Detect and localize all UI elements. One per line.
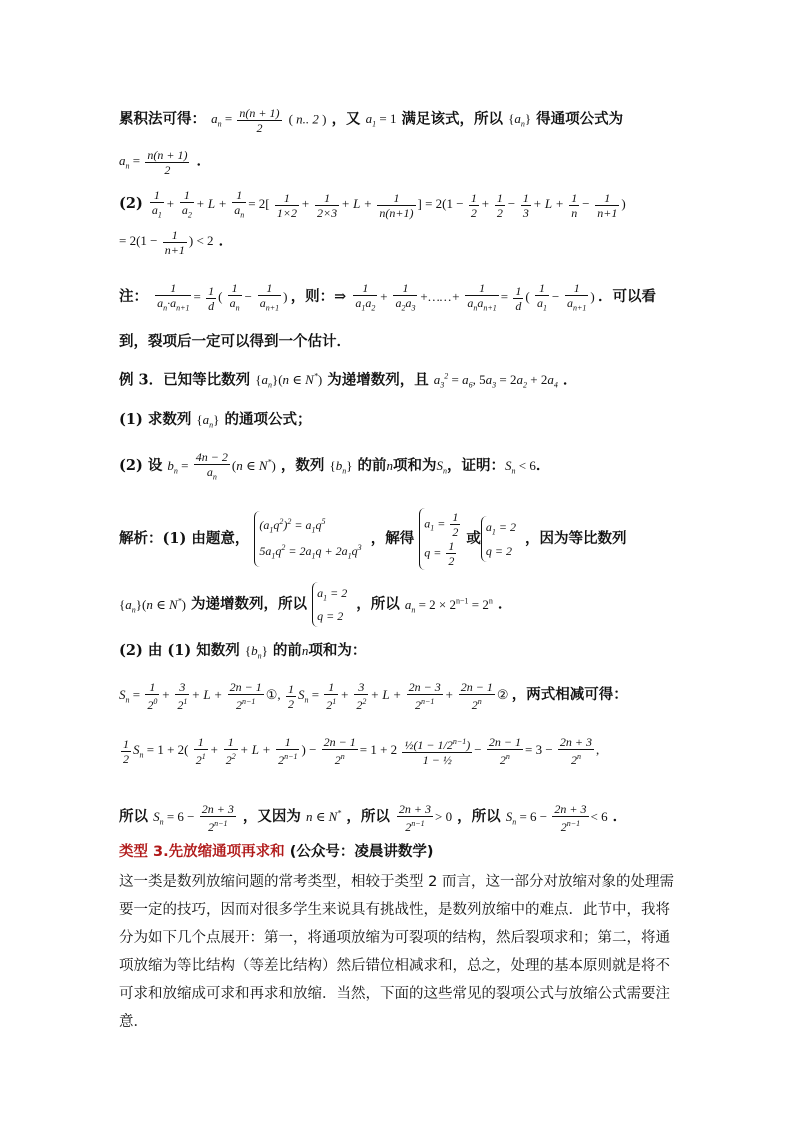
system-given: $(a_1q^2)^2 = a_1q^5$ $5a_1q^2 = 2a_1q + 2a_1q^3$ <box>254 511 365 568</box>
system-solution-b: $a_1 = 2$ q = 2 <box>481 516 520 561</box>
text: ，又因为 <box>242 807 301 825</box>
line-solution-1 <box>119 508 627 570</box>
text: ． <box>218 232 234 250</box>
formula-subtract: $\frac{1}{2}$ $S_n = 1 + 2$( $\frac{1}{2^1}$ + $\frac{1}{2^2}$ + L + $\frac{1}{2^{n-1}}$ ) − $\frac{2n - 1}{2^n}$ = 1 + 2 $\frac{\frac{1}{2}(1 - 1/2^{n-1})}{\text{1 − ½}}$ − $\frac{2n - 1}{2^n}$ = 3 − $\frac{2n + 3}{2^n}$ , <box>123 735 600 767</box>
var-n: n <box>301 643 309 658</box>
formula-an-result: $a_n = 2 \times 2^{n-1} = 2^n$ <box>404 596 493 615</box>
section-credit: (公众号：凌晨讲数学) <box>289 844 434 860</box>
text: ，所以 <box>457 807 501 825</box>
text: 项和为 <box>393 457 437 475</box>
text: 的前 <box>272 642 302 659</box>
text: 注： <box>119 288 148 306</box>
formula-sn-final: $S_n = 6$ − $\frac{2n + 3}{2^{n-1}}$ <box>153 802 234 834</box>
text: (2) 由 (1) 知数列 <box>119 642 240 659</box>
line-note <box>119 281 656 315</box>
text: ，所以 <box>346 807 390 825</box>
formula-seq-b: $\{b_n\}$ <box>244 643 268 661</box>
text: 为递增数列，所以 <box>191 595 308 613</box>
line-accumulate <box>119 106 623 135</box>
formula-sn-2: $\frac{1}{2}$ $S_n$ = $\frac{1}{2^1}$ + $\frac{3}{2^2}$ + L + $\frac{2n - 3}{2^{n-1}}$ + $\frac{2n - 1}{2^n}$ ② <box>287 680 509 712</box>
formula-sum: $\frac{1}{a_1}$ + $\frac{1}{a_2}$ + L + $\frac{1}{a_n}$ = 2[ $\frac{1}{1\times 2}$ + $\frac{1}{2\times 3}$ + L + $\frac{1}{n(n+1)}$ ] = 2(1 − $\frac{1}{2}$ + $\frac{1}{2}$ − $\frac{1}{3}$ + L + $\frac{1}{n}$ − $\frac{1}{n+1}$ ) <box>151 188 626 220</box>
text: ． <box>535 457 551 475</box>
text: ． <box>497 595 513 613</box>
formula-sn-1: $S_n$ = $\frac{1}{2^0}$ + $\frac{3}{2^1}$ + L + $\frac{2n - 1}{2^{n-1}}$ ①, <box>119 680 281 712</box>
formula-claim: $S_n < 6$ <box>505 458 536 476</box>
formula-seq: $\{a_n\}(n$ ∈ N*) <box>119 596 186 615</box>
text: 满足该式，所以 <box>401 110 504 128</box>
line-part2-sum <box>119 188 626 222</box>
formula-seq: $\{a_n\}$ <box>508 111 532 130</box>
line-solution-1b <box>119 582 512 627</box>
formula-note: $\frac{1}{a_n\cdot a_{n+1}}$ = $\frac{1}{d}$ ( $\frac{1}{a_n}$ − $\frac{1}{a_{n+1}}$ ) <box>157 281 288 313</box>
text: ，证明： <box>447 457 506 475</box>
formula-seq-b: $\{b_n\}$ <box>329 458 353 476</box>
formula-cond: ( n.. 2 ) <box>288 111 327 127</box>
line-example-3 <box>119 367 577 396</box>
formula-result: = 2(1 − $\frac{1}{n+1}$ ) < 2 <box>119 228 214 257</box>
text: ． <box>612 807 628 825</box>
text: ，数列 <box>280 457 325 475</box>
system-chosen: $a_1 = 2$ q = 2 <box>312 582 351 627</box>
text: 项和为： <box>308 642 367 659</box>
text: ． <box>196 152 211 170</box>
line-subtract <box>119 735 599 767</box>
var-n: n <box>386 458 394 474</box>
text: 的前 <box>357 457 387 475</box>
line-q2 <box>119 450 550 484</box>
text: 为递增数列，且 <box>327 371 429 389</box>
text: ，又 <box>331 110 361 128</box>
formula-cond: $a_3^2 = a_6$, $5a_3 = 2a_2 + 2a_4$ <box>433 372 558 390</box>
line-general-term <box>119 148 211 177</box>
text: 例 3．已知等比数列 <box>119 371 251 389</box>
text: ，则：⇒ <box>290 288 347 306</box>
formula-note-sum: $\frac{1}{a_1a_2}$ + $\frac{1}{a_2a_3}$ +……+ 1 $a_na_{n+1}$ = $\frac{1}{d}$ ( $\frac{1}{a_1}$ − $\frac{1}{a_{n+1}}$ ) <box>355 281 595 313</box>
text: (2) 设 <box>119 457 163 475</box>
text: 到，裂项后一定可以得到一个估计． <box>119 333 351 350</box>
text: (1) 求数列 <box>119 411 192 428</box>
system-solution-a: $a_1$ = $\frac{1}{2}$ q = $\frac{1}{2}$ <box>419 508 466 570</box>
text: ，所以 <box>356 595 400 613</box>
line-final <box>119 802 627 834</box>
line-solution-2 <box>119 641 366 667</box>
formula-a1: $a_1 = 1$ <box>365 111 397 130</box>
text: (2) <box>119 195 143 213</box>
text: ．可以看 <box>597 288 656 306</box>
formula-seq: $\{a_n\}(n$ ∈ N*) <box>255 372 323 390</box>
text: 或 <box>466 530 481 547</box>
formula-an: $a_n$ = $\frac{n(n + 1)}{2}$ <box>211 106 280 135</box>
text: ． <box>562 371 578 389</box>
formula-positive: $\frac{2n + 3}{2^{n-1}}$ > 0 <box>398 802 453 834</box>
text: 所以 <box>119 807 148 825</box>
section-heading <box>119 842 433 862</box>
formula-conclusion: $S_n = 6$ − $\frac{2n + 3}{2^{n-1}}$ < 6 <box>505 802 608 834</box>
text: 得通项公式为 <box>536 110 624 128</box>
text: ，解得 <box>370 530 415 547</box>
text: 的通项公式； <box>224 411 312 428</box>
var-sn: $S_n$ <box>436 458 448 476</box>
body-paragraph: 这一类是数列放缩问题的常考类型，相较于类型 2 而言，这一部分对放缩对象的处理需要一定的技巧，因而对很多学生来说具有挑战性，是数列放缩中的难点．此节中，我将分为如下几个点展开：第一，将通项放缩为可裂项的结构，然后裂项求和；第二，将通项放缩为等比结构（等差比结构）然后错位相减求和，总之，处理的基本原则就是将不可求和放缩成可求和再求和放缩．当然，下面的这些常见的裂项公式与放缩公式需要注意． <box>119 874 674 1030</box>
line-note-cont <box>119 332 351 352</box>
text: 解析：(1) 由题意， <box>119 530 250 547</box>
text: 累积法可得： <box>119 110 206 128</box>
formula-n-in: n ∈ N* <box>305 808 342 824</box>
formula-bn: $b_n$ = $\frac{4n - 2}{a_n}$ (n ∈ N*) <box>167 450 276 482</box>
section-title: 类型 3.先放缩通项再求和 <box>119 844 285 860</box>
line-sum-eqs <box>119 680 628 712</box>
formula-an: $a_n$ = $\frac{n(n + 1)}{2}$ <box>119 148 188 177</box>
line-part2-result <box>119 228 233 257</box>
formula-seq: $\{a_n\}$ <box>196 412 220 430</box>
text: ，两式相减可得： <box>511 685 628 703</box>
line-q1 <box>119 410 311 436</box>
text: ，因为等比数列 <box>525 530 627 547</box>
